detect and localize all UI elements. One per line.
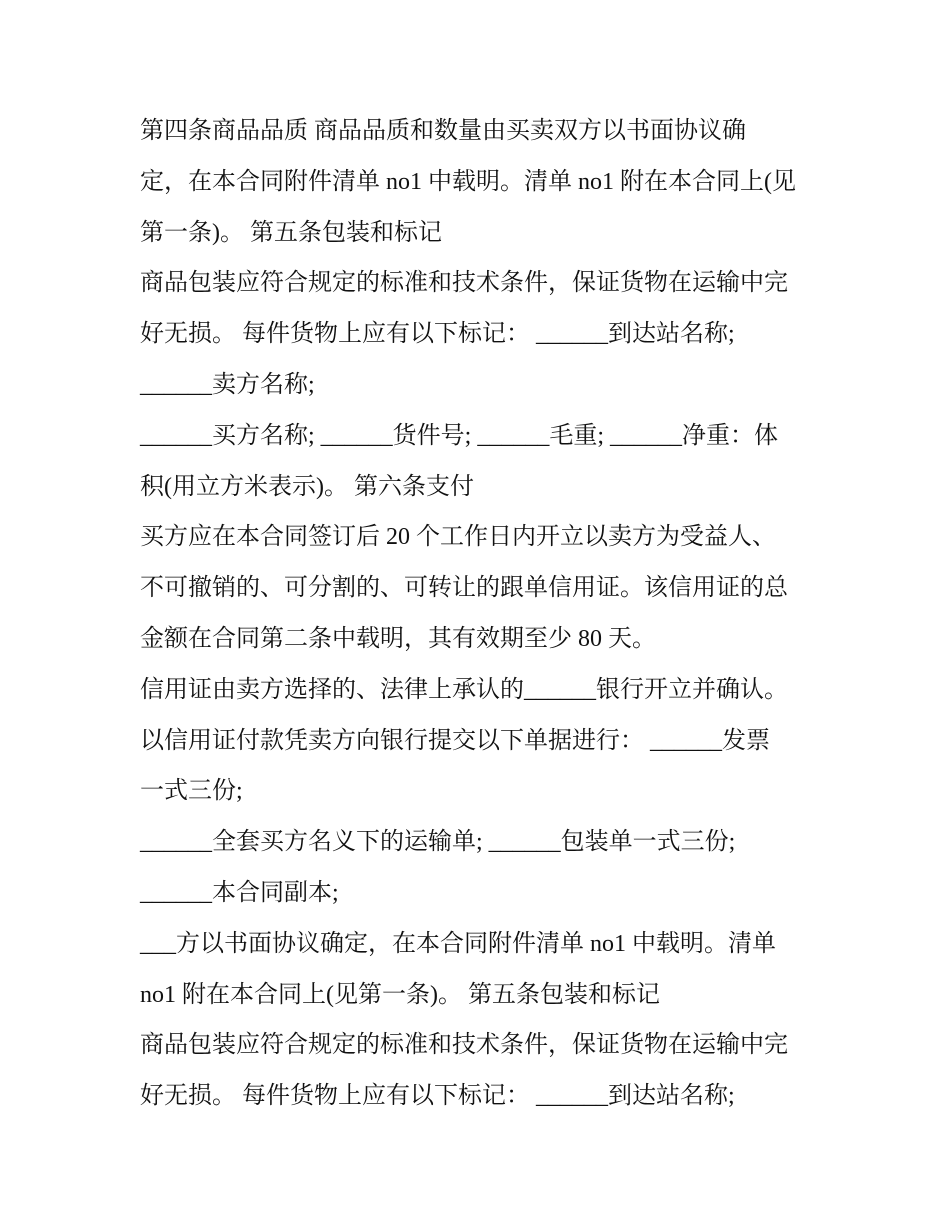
text-line: 第一条)。 第五条包装和标记 xyxy=(140,219,442,246)
text-line: ______本合同副本; xyxy=(140,879,339,906)
text-line: 以信用证付款凭卖方向银行提交以下单据进行： ______发票 xyxy=(140,727,770,754)
text-line: 商品包装应符合规定的标准和技术条件，保证货物在运输中完 xyxy=(140,270,788,297)
text-line: 积(用立方米表示)。 第六条支付 xyxy=(140,473,474,500)
text-line: ______全套买方名义下的运输单; ______包装单一式三份; xyxy=(140,829,736,856)
text-line: 不可撤销的、可分割的、可转让的跟单信用证。该信用证的总 xyxy=(140,575,788,602)
text-line: ___方以书面协议确定，在本合同附件清单 no1 中载明。清单 xyxy=(140,930,776,957)
contract-text xyxy=(140,106,830,1122)
text-line: 买方应在本合同签订后 20 个工作日内开立以卖方为受益人、 xyxy=(140,524,776,551)
text-line: 第四条商品品质 商品品质和数量由买卖双方以书面协议确 xyxy=(140,118,746,144)
text-line: 好无损。 每件货物上应有以下标记： ______到达站名称; xyxy=(140,1083,735,1110)
text-line: ______买方名称; ______货件号; ______毛重; ______净重：体 xyxy=(140,422,779,449)
text-line: 一式三份; xyxy=(140,778,243,805)
text-line: 商品包装应符合规定的标准和技术条件，保证货物在运输中完 xyxy=(140,1032,788,1059)
text-line: 定，在本合同附件清单 no1 中载明。清单 no1 附在本合同上(见 xyxy=(140,168,796,195)
text-line: 金额在合同第二条中载明，其有效期至少 80 天。 xyxy=(140,625,656,652)
text-line: 信用证由卖方选择的、法律上承认的______银行开立并确认。 xyxy=(140,676,788,703)
text-line: no1 附在本合同上(见第一条)。 第五条包装和标记 xyxy=(140,981,660,1008)
text-line: 好无损。 每件货物上应有以下标记： ______到达站名称; xyxy=(140,321,735,348)
text-line: ______卖方名称; xyxy=(140,371,315,398)
